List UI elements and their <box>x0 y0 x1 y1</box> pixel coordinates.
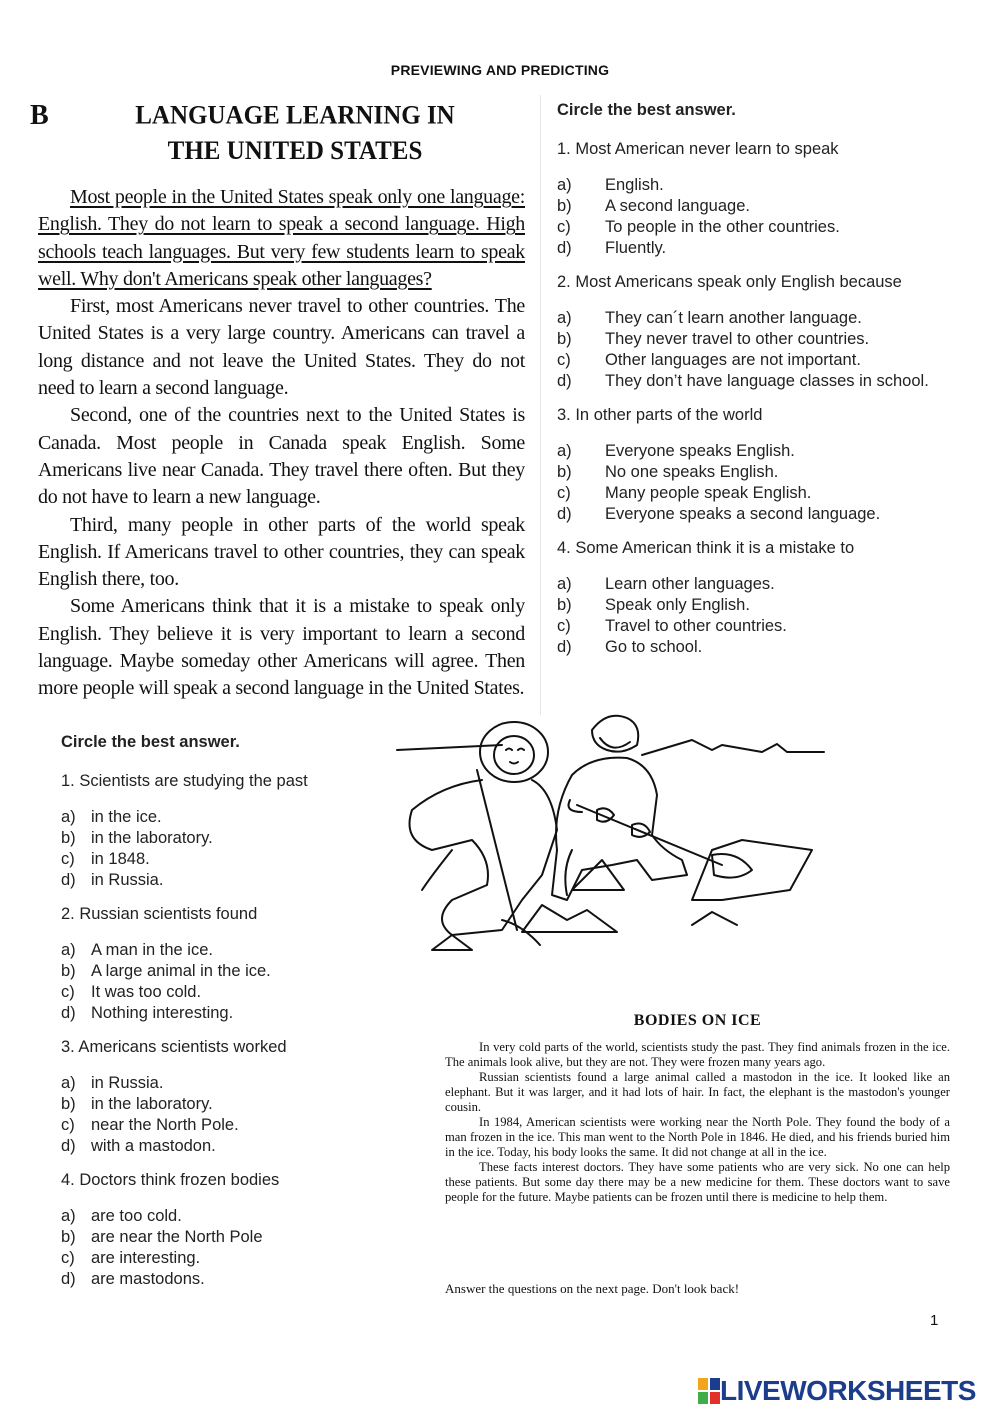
answer-option[interactable]: b) A large animal in the ice. <box>61 962 271 980</box>
article-paragraph: Some Americans think that it is a mistake to speak only English. They believe it is very important to learn a second language. Maybe someday other Americans will agree. Then more people will speak a second language in the United States. <box>38 595 525 700</box>
page-header: PREVIEWING AND PREDICTING <box>390 62 610 78</box>
question-prompt: 4. Some American think it is a mistake to <box>557 539 855 557</box>
answer-option[interactable]: b) in the laboratory. <box>61 1095 213 1113</box>
article-marker: B <box>30 100 49 131</box>
answer-option[interactable]: a) They can´t learn another language. <box>557 309 862 327</box>
answer-option[interactable]: b) They never travel to other countries. <box>557 330 870 348</box>
answer-option[interactable]: d) in Russia. <box>61 871 164 889</box>
answer-option[interactable]: a) are too cold. <box>61 1207 182 1225</box>
article-title: BODIES ON ICE <box>633 1012 762 1029</box>
answer-option[interactable]: a) in the ice. <box>61 808 162 826</box>
answer-option[interactable]: a) English. <box>557 176 664 194</box>
answer-option[interactable]: c) Other languages are not important. <box>557 351 861 369</box>
article-paragraph: These facts interest doctors. They have some patients who are very sick. No one can help these patients. But some day there may be a new medicine for them. These doctors want to save people for the future. Maybe patients can be frozen until there is medicine to help them. <box>445 1160 950 1204</box>
quiz-language <box>557 101 957 672</box>
answer-options <box>61 940 381 1024</box>
question-prompt: 1. Most American never learn to speak <box>557 140 839 158</box>
answer-option[interactable]: b) are near the North Pole <box>61 1228 263 1246</box>
brand-logo <box>698 1376 976 1406</box>
answer-options <box>557 574 957 658</box>
answer-option[interactable]: d) are mastodons. <box>61 1270 205 1288</box>
answer-option[interactable]: b) in the laboratory. <box>61 829 213 847</box>
article-title-line: THE UNITED STATES <box>167 137 423 166</box>
answer-option[interactable]: c) in 1848. <box>61 850 150 868</box>
answer-option[interactable]: b) No one speaks English. <box>557 463 779 481</box>
brand-mark-icon <box>698 1378 720 1404</box>
article-paragraph: In very cold parts of the world, scientists study the past. They find animals frozen in the ice. The animals look alive, but they are not. They were frozen many years ago. <box>445 1040 950 1069</box>
answer-option[interactable]: a) Everyone speaks English. <box>557 442 795 460</box>
answer-options <box>61 1073 381 1157</box>
brand-name: LIVEWORKSHEETS <box>720 1375 976 1406</box>
article-paragraph: Russian scientists found a large animal called a mastodon in the ice. It looked like an elephant. But it was larger, and it had lots of hair. In fact, the elephant is the mastodon's younger cousin. <box>445 1070 950 1114</box>
article-title-line: LANGUAGE LEARNING IN <box>135 101 455 130</box>
quiz-heading: Circle the best answer. <box>557 101 736 119</box>
article-footer-note: Answer the questions on the next page. Don't look back! <box>445 1281 740 1296</box>
article-title <box>60 98 530 169</box>
quiz-heading: Circle the best answer. <box>61 733 240 751</box>
answer-options <box>61 1206 381 1290</box>
answer-options <box>61 807 381 891</box>
answer-option[interactable]: d) Everyone speaks a second language. <box>557 505 881 523</box>
answer-option[interactable]: b) A second language. <box>557 197 750 215</box>
question-prompt: 3. In other parts of the world <box>557 406 763 424</box>
quiz-ice <box>61 733 381 1304</box>
answer-option[interactable]: c) are interesting. <box>61 1249 201 1267</box>
answer-options <box>557 175 957 259</box>
question-prompt: 2. Russian scientists found <box>61 905 258 923</box>
answer-option[interactable]: a) Learn other languages. <box>557 575 775 593</box>
answer-option[interactable]: a) in Russia. <box>61 1074 164 1092</box>
article-paragraph: Second, one of the countries next to the United States is Canada. Most people in Canada speak English. Some Americans live near Canada. They travel there often. But they do not have to learn a new language. <box>38 404 525 509</box>
answer-option[interactable]: c) near the North Pole. <box>61 1116 239 1134</box>
article-body <box>38 184 525 703</box>
answer-option[interactable]: d) Fluently. <box>557 239 667 257</box>
question-prompt: 1. Scientists are studying the past <box>61 772 308 790</box>
article-paragraph: Third, many people in other parts of the world speak English. If Americans travel to other countries, they can speak English there, too. <box>38 513 525 591</box>
explorers-illustration <box>392 700 832 1000</box>
answer-option[interactable]: d) Go to school. <box>557 638 703 656</box>
answer-option[interactable]: a) A man in the ice. <box>61 941 213 959</box>
answer-option[interactable]: b) Speak only English. <box>557 596 750 614</box>
answer-option[interactable]: c) Many people speak English. <box>557 484 812 502</box>
answer-options <box>557 308 957 392</box>
answer-option[interactable]: d) with a mastodon. <box>61 1137 216 1155</box>
question-prompt: 3. Americans scientists worked <box>61 1038 287 1056</box>
question-prompt: 4. Doctors think frozen bodies <box>61 1171 280 1189</box>
article-paragraph: In 1984, American scientists were working near the North Pole. They found the body of a man frozen in the ice. This man went to the North Pole in 1846. He died, and his friends buried him in the ice. Today, his body looks the same. It did not change at all in the ice. <box>445 1115 950 1159</box>
article-body <box>445 1040 950 1205</box>
answer-option[interactable]: d) They don’t have language classes in school. <box>557 372 929 390</box>
question-prompt: 2. Most Americans speak only English because <box>557 273 902 291</box>
article-paragraph: Most people in the United States speak only one language: English. They do not learn to speak a second language. High schools teach languages. But very few students learn to speak well. Why don't Americans speak other languages? <box>38 186 525 290</box>
column-divider <box>540 95 541 715</box>
answer-option[interactable]: c) It was too cold. <box>61 983 202 1001</box>
answer-option[interactable]: d) Nothing interesting. <box>61 1004 234 1022</box>
answer-option[interactable]: c) Travel to other countries. <box>557 617 787 635</box>
article-paragraph: First, most Americans never travel to other countries. The United States is a very large country. Americans can travel a long distance and not leave the United States. They do not need to learn a second language. <box>38 295 525 400</box>
page-number: 1 <box>930 1312 939 1329</box>
answer-options <box>557 441 957 525</box>
answer-option[interactable]: c) To people in the other countries. <box>557 218 840 236</box>
